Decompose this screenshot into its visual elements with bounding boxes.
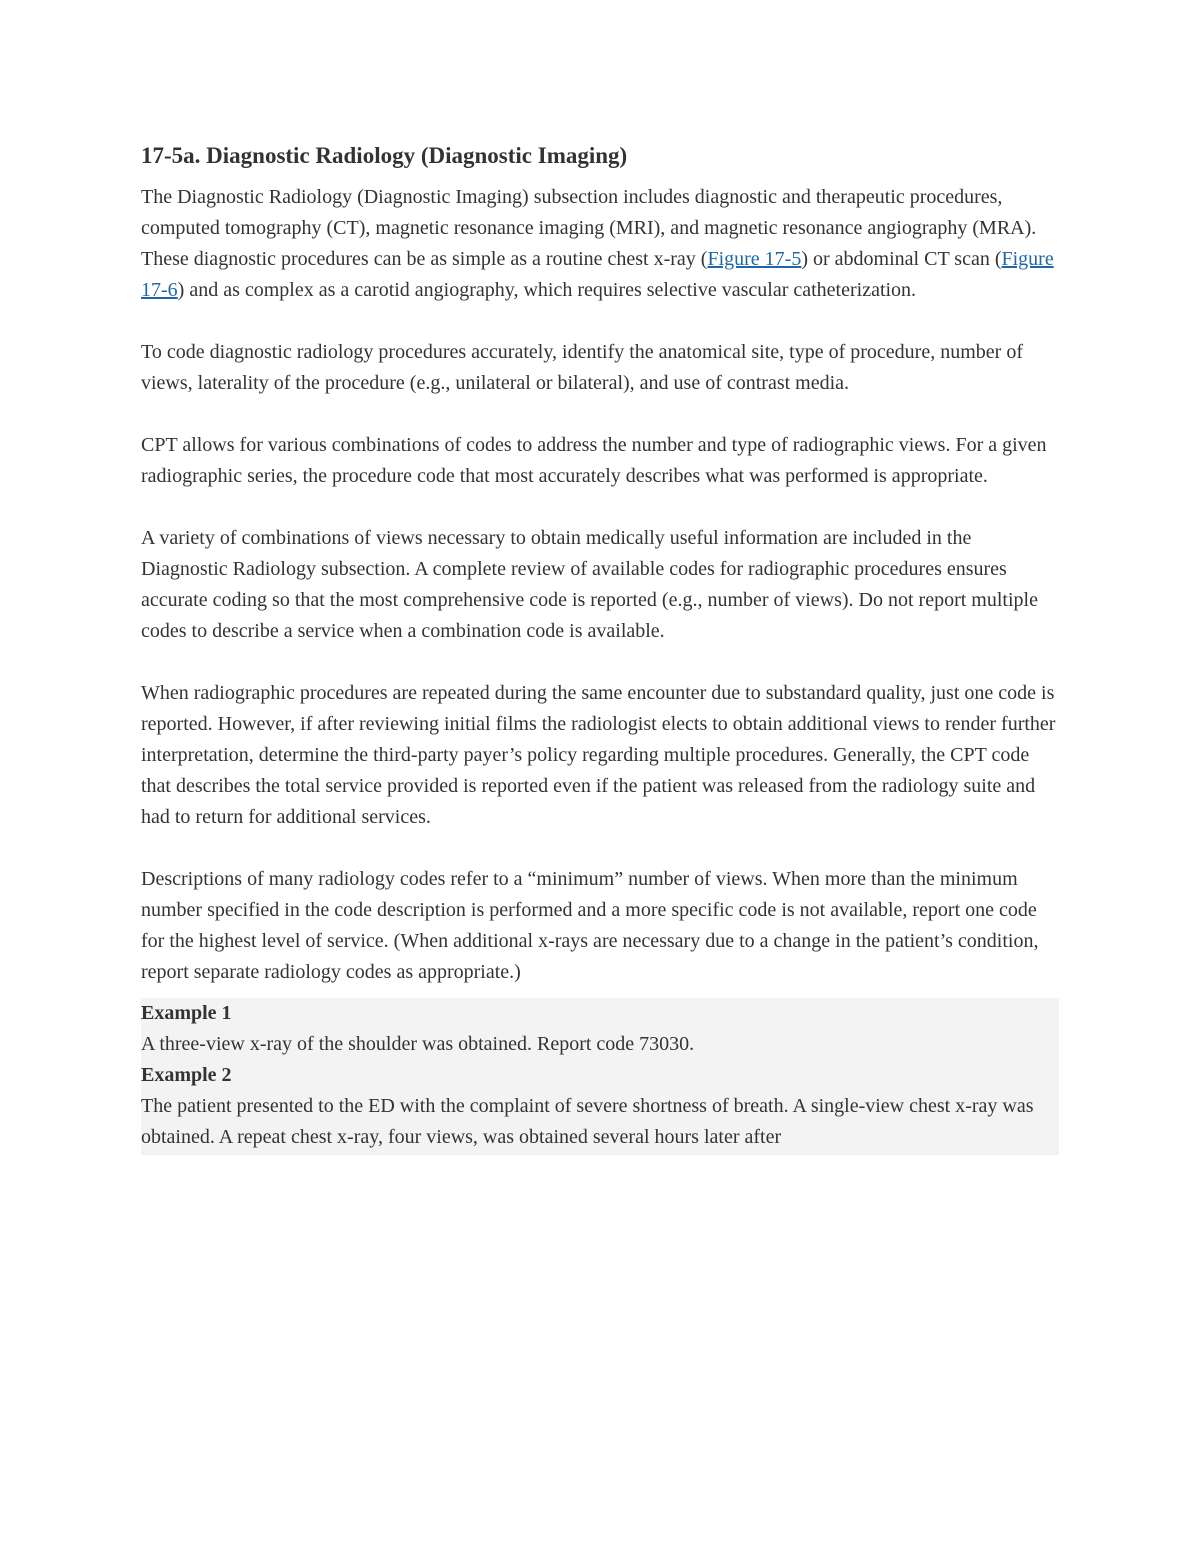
examples-box xyxy=(141,998,1059,1155)
paragraph-minimum-views: Descriptions of many radiology codes refer to a “minimum” number of views. When more than the minimum number specified in the code description is performed and a more specific code is not available, report one code for the highest level of service. (When additional x-rays are necessary due to a change in the patient’s condition, report separate radiology codes as appropriate.) xyxy=(141,868,1039,983)
figure-17-6-link[interactable]: Figure 17-6 xyxy=(141,248,1054,301)
example-1-text: A three-view x-ray of the shoulder was obtained. Report code 73030. xyxy=(141,1033,695,1055)
section-heading: 17-5a. Diagnostic Radiology (Diagnostic Imaging) xyxy=(141,143,628,168)
paragraph-cpt-combinations: CPT allows for various combinations of codes to address the number and type of radiographic views. For a given radiographic series, the procedure code that most accurately describes what was performed is appropriate. xyxy=(141,434,1047,487)
paragraph-intro-text-2: ) or abdominal CT scan ( xyxy=(801,248,1002,270)
example-2-title: Example 2 xyxy=(141,1064,232,1086)
paragraph-intro-text-3: ) and as complex as a carotid angiography, which requires selective vascular catheterization. xyxy=(177,279,917,301)
paragraph-repeated-procedures: When radiographic procedures are repeated during the same encounter due to substandard quality, just one code is reported. However, if after reviewing initial films the radiologist elects to obtain additional views to render further interpretation, determine the third-party payer’s policy regarding multiple procedures. Generally, the CPT code that describes the total service provided is reported even if the patient was released from the radiology suite and had to return for additional services. xyxy=(141,682,1056,828)
document-page xyxy=(141,140,1059,1155)
figure-17-5-link[interactable]: Figure 17-5 xyxy=(707,248,802,270)
paragraph-intro xyxy=(141,182,1059,306)
example-1-title: Example 1 xyxy=(141,1002,232,1024)
paragraph-intro-text-1: The Diagnostic Radiology (Diagnostic Imaging) subsection includes diagnostic and therapeutic procedures, computed tomography (CT), magnetic resonance imaging (MRI), and magnetic resonance angiography (MRA). These diagnostic procedures can be as simple as a routine chest x-ray ( xyxy=(141,186,1037,270)
paragraph-coding-accuracy: To code diagnostic radiology procedures accurately, identify the anatomical site, type of procedure, number of views, laterality of the procedure (e.g., unilateral or bilateral), and use of contrast media. xyxy=(141,341,1023,394)
paragraph-view-combinations: A variety of combinations of views necessary to obtain medically useful information are included in the Diagnostic Radiology subsection. A complete review of available codes for radiographic procedures ensures accurate coding so that the most comprehensive code is reported (e.g., number of views). Do not report multiple codes to describe a service when a combination code is available. xyxy=(141,527,1038,642)
example-2-text: The patient presented to the ED with the complaint of severe shortness of breath. A single-view chest x-ray was obtained. A repeat chest x-ray, four views, was obtained several hours later after xyxy=(141,1095,1034,1148)
